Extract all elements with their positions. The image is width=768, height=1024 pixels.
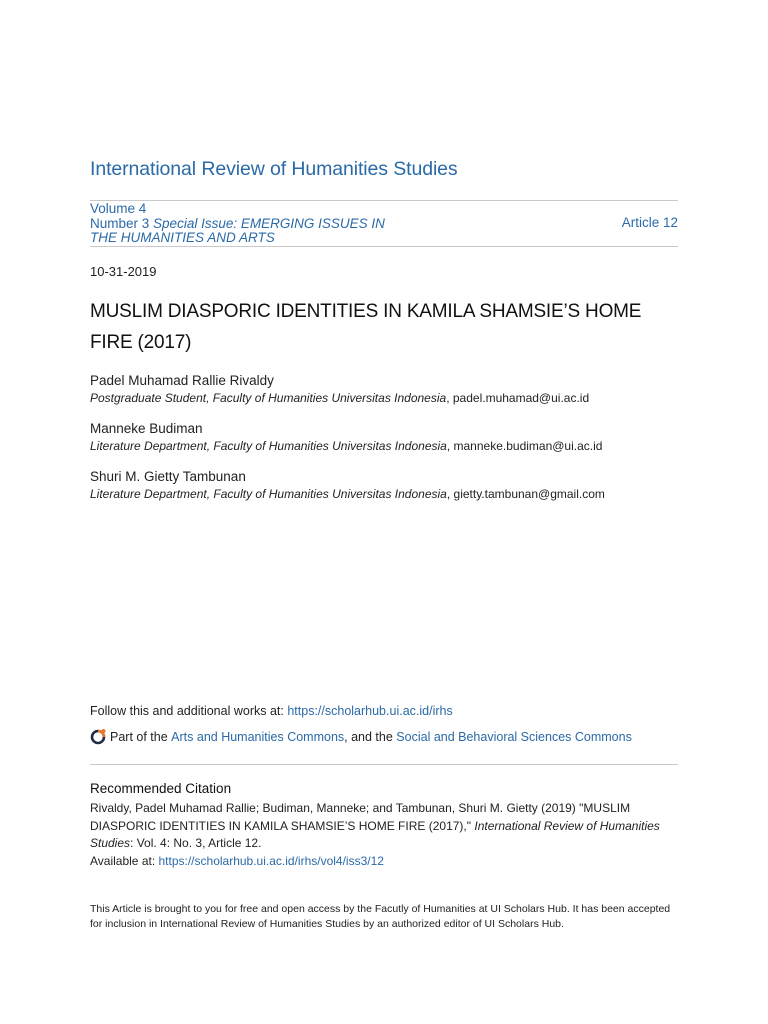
author-email: manneke.budiman@ui.ac.id <box>453 439 603 453</box>
number-link[interactable]: Number 3 <box>90 215 150 231</box>
citation-text <box>90 800 680 870</box>
citation-line1: Rivaldy, Padel Muhamad Rallie; Budiman, Manneke; and Tambunan, Shuri M. Gietty (2019) "MUSLIM <box>90 801 631 815</box>
citation-line4 <box>90 853 680 871</box>
available-url-link[interactable]: https://scholarhub.ui.ac.id/irhs/vol4/iss3/12 <box>158 853 384 868</box>
footer-note: This Article is brought to you for free and open access by the Facutly of Humanities at UI Scholars Hub. It has been accepted for inclusion in International Review of Humanities Studies by an authorized editor of UI Scholars Hub. <box>90 903 671 930</box>
author-affiliation: Literature Department, Faculty of Humanities Universitas Indonesia, manneke.budiman@ui.ac.id <box>90 439 603 453</box>
journal-title-link[interactable]: International Review of Humanities Studies <box>90 158 458 180</box>
publication-date: 10-31-2019 <box>90 264 157 279</box>
citation-line3 <box>90 835 680 853</box>
author-block <box>90 421 678 454</box>
citation-vol-info: : Vol. 4: No. 3, Article 12. <box>130 836 262 850</box>
author-email: padel.muhamad@ui.ac.id <box>452 391 590 405</box>
author-affiliation: Literature Department, Faculty of Humanities Universitas Indonesia, gietty.tambunan@gmail.com <box>90 487 605 501</box>
divider-issue <box>90 246 678 247</box>
social-behavioral-commons-link[interactable]: Social and Behavioral Sciences Commons <box>396 729 632 744</box>
citation-journal-italic: International Review of Humanities <box>474 818 660 833</box>
special-issue-link-cont[interactable]: THE HUMANITIES AND ARTS <box>90 230 275 245</box>
divider-top <box>90 200 678 201</box>
paper-title-line1: MUSLIM DIASPORIC IDENTITIES IN KAMILA SHAMSIE’S HOME <box>90 301 642 322</box>
commons-prefix: Part of the <box>110 729 168 744</box>
author-name: Manneke Budiman <box>90 421 203 436</box>
affiliation-institution: Literature Department, Faculty of Humanities Universitas Indonesia <box>90 439 447 453</box>
author-name: Padel Muhamad Rallie Rivaldy <box>90 373 274 388</box>
paper-title <box>90 296 678 358</box>
citation-journal-italic-cont: Studies <box>90 836 131 850</box>
divider-citation <box>90 764 678 765</box>
author-affiliation: Postgraduate Student, Faculty of Humanities Universitas Indonesia, padel.muhamad@ui.ac.id <box>90 391 590 405</box>
commons-line <box>90 728 632 745</box>
author-block <box>90 469 678 502</box>
issue-info <box>90 202 510 246</box>
bepress-commons-icon <box>90 728 107 745</box>
author-email: gietty.tambunan@gmail.com <box>453 487 605 501</box>
follow-text: Follow this and additional works at: <box>90 704 284 718</box>
follow-line <box>90 704 453 718</box>
paper-title-line2: FIRE (2017) <box>90 332 192 353</box>
article-number-link[interactable]: Article 12 <box>621 215 678 230</box>
author-name: Shuri M. Gietty Tambunan <box>90 469 246 484</box>
citation-heading: Recommended Citation <box>90 781 232 796</box>
citation-line2 <box>90 818 680 836</box>
commons-middle: , and the <box>344 729 393 744</box>
special-issue-link[interactable]: Special Issue: EMERGING ISSUES IN <box>153 215 385 231</box>
follow-url-link[interactable]: https://scholarhub.ui.ac.id/irhs <box>287 704 453 718</box>
arts-humanities-commons-link[interactable]: Arts and Humanities Commons <box>171 729 345 744</box>
volume-link[interactable]: Volume 4 <box>90 201 147 216</box>
citation-title-part: DIASPORIC IDENTITIES IN KAMILA SHAMSIE’S HOME FIRE (2017)," <box>90 818 472 833</box>
affiliation-institution: Literature Department, Faculty of Humanities Universitas Indonesia <box>90 487 447 501</box>
available-label: Available at: <box>90 853 156 868</box>
affiliation-institution: Postgraduate Student, Faculty of Humanities Universitas Indonesia <box>90 391 447 405</box>
author-block <box>90 373 678 406</box>
